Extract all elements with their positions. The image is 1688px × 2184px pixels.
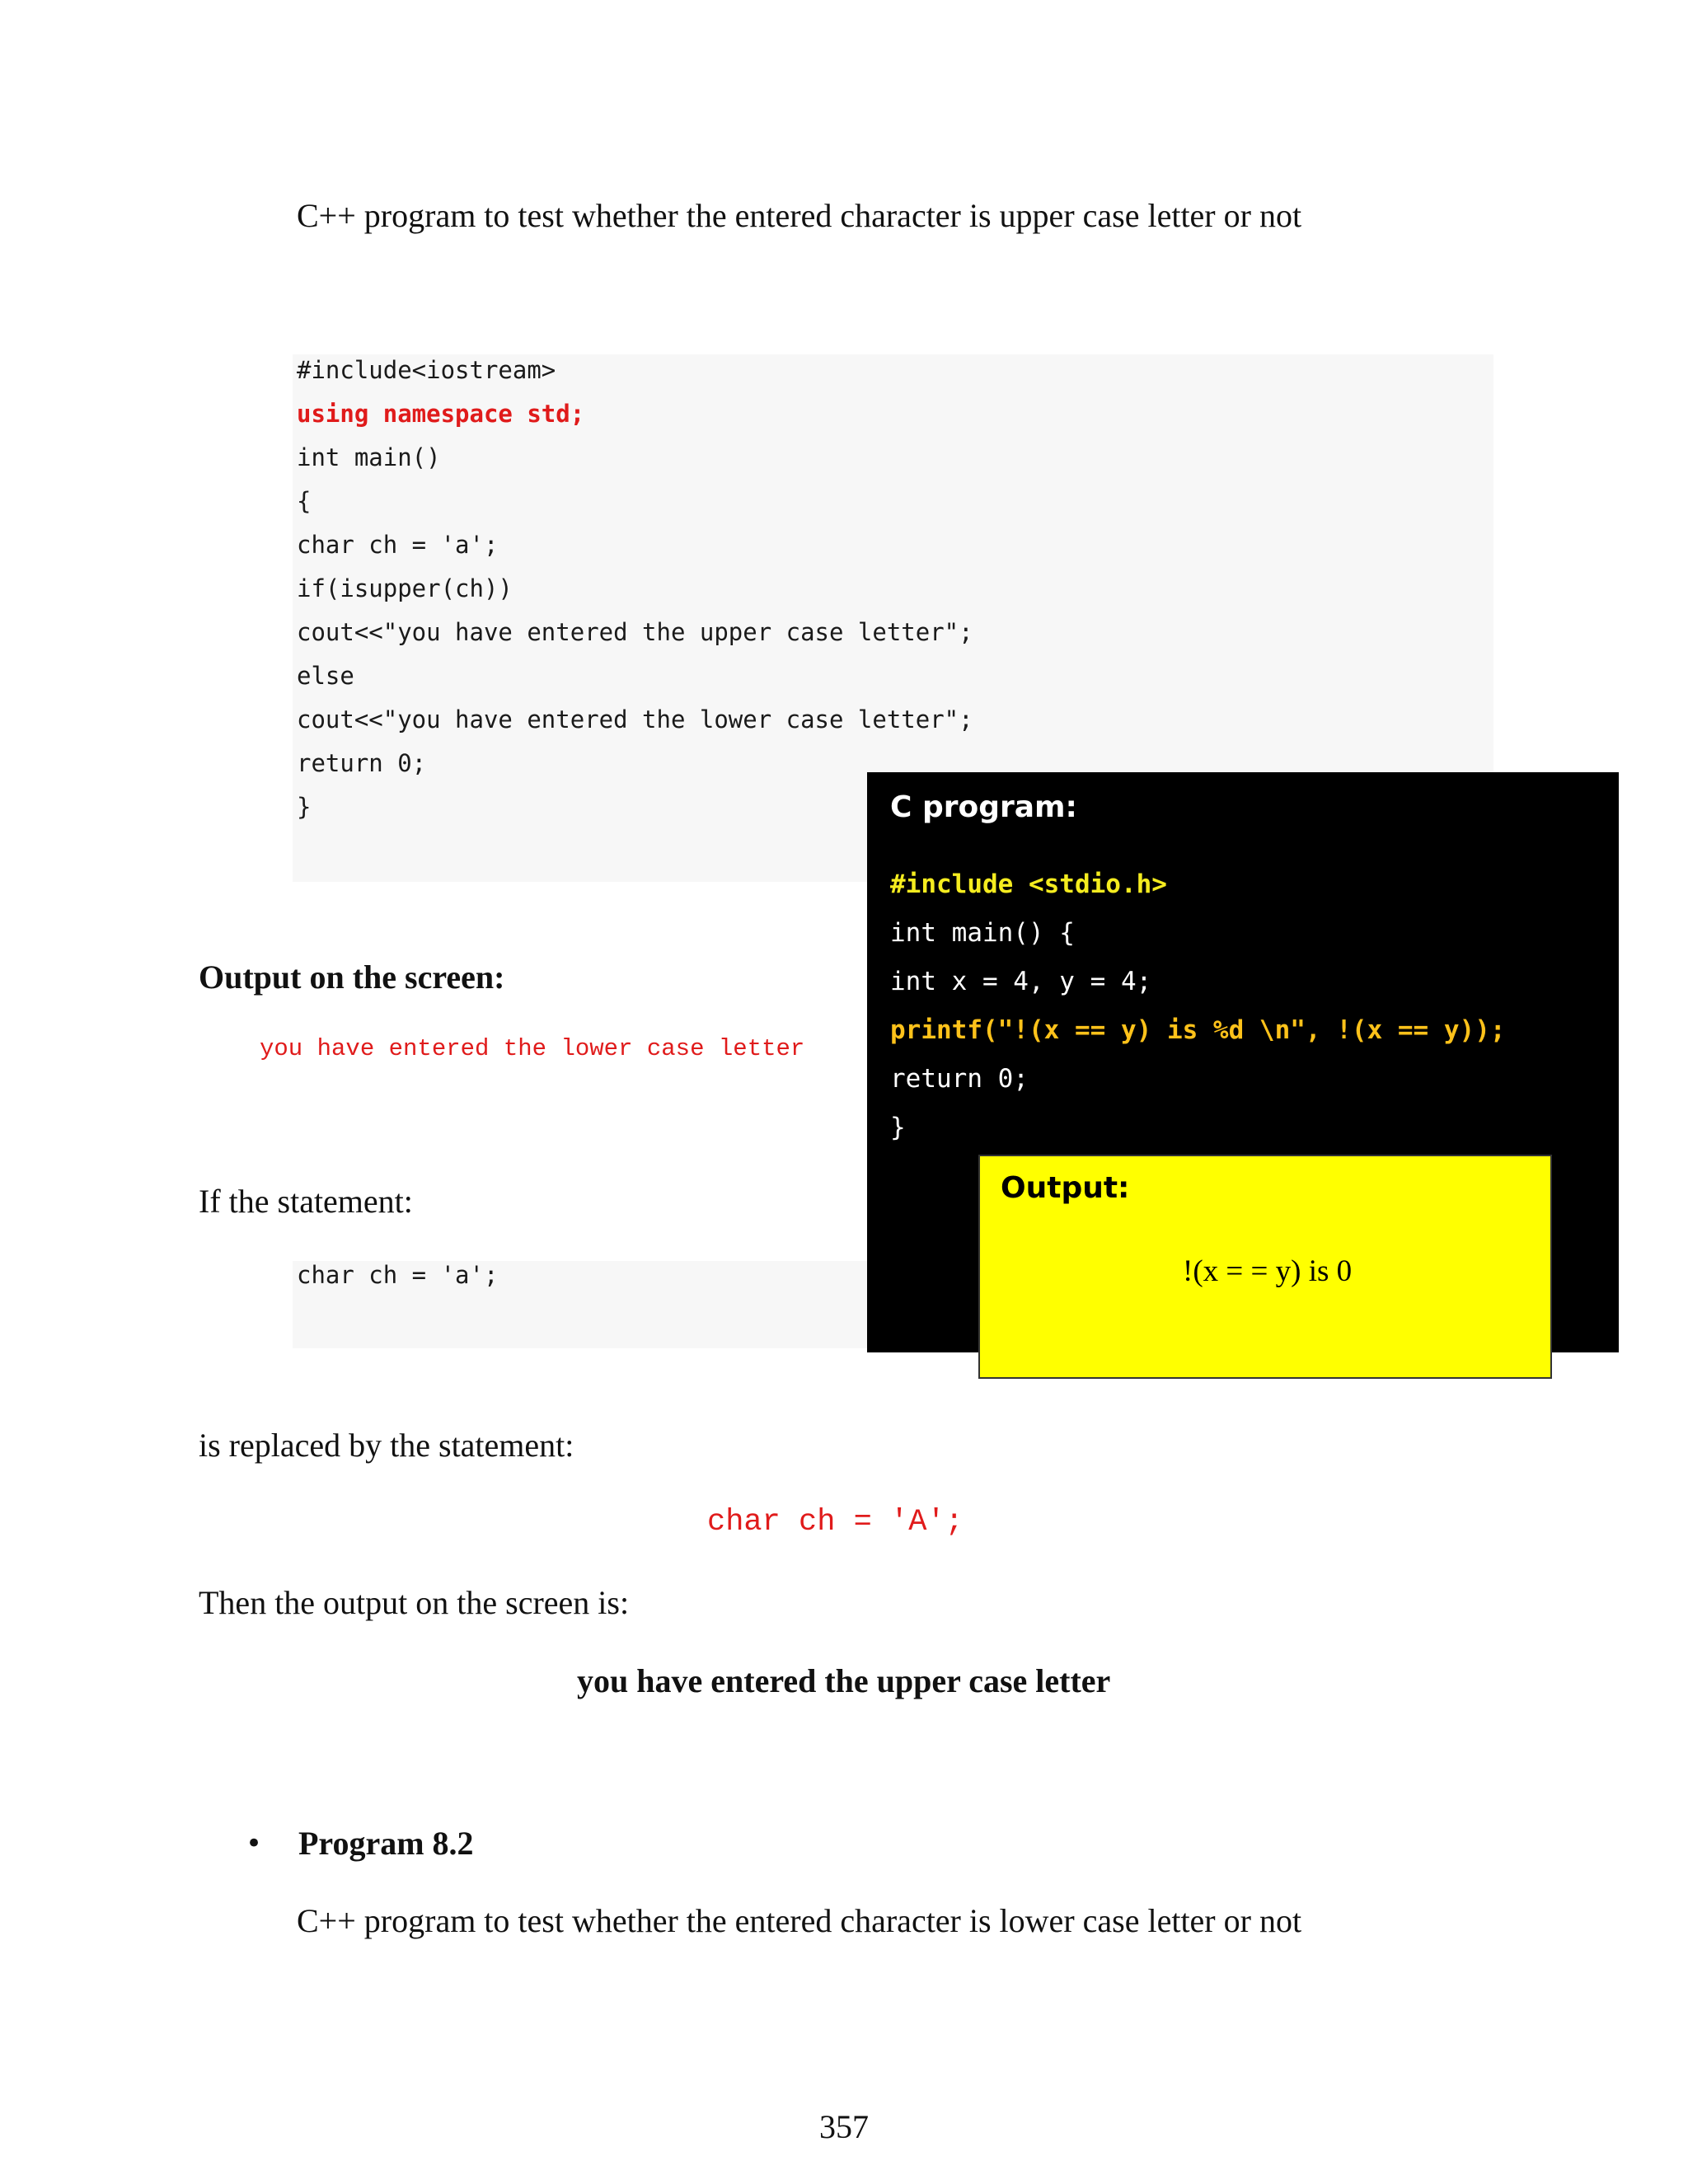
replacement-code: char ch = 'A'; <box>707 1505 964 1540</box>
c-line-return: return 0; <box>890 1064 1029 1094</box>
c-line-main: int main() { <box>890 918 1075 948</box>
code-line-return: return 0; <box>297 749 427 777</box>
program-description: C++ program to test whether the entered character is lower case letter or not <box>297 1902 1302 1939</box>
c-program-title: C program: <box>890 790 1077 824</box>
code-statement: char ch = 'a'; <box>297 1261 499 1289</box>
page-number: 357 <box>819 2108 869 2145</box>
output-box <box>978 1155 1552 1379</box>
code-line-close-brace: } <box>297 793 312 821</box>
code-line-main: int main() <box>297 443 441 471</box>
if-statement-text: If the statement: <box>199 1183 413 1220</box>
output-box-title: Output: <box>1001 1171 1130 1205</box>
output-text: you have entered the lower case letter <box>260 1035 805 1062</box>
code-line-if: if(isupper(ch)) <box>297 574 513 602</box>
code-line-else: else <box>297 662 354 690</box>
code-line-cout-upper: cout<<"you have entered the upper case letter"; <box>297 618 973 646</box>
code-line-cout-lower: cout<<"you have entered the lower case letter"; <box>297 705 973 733</box>
intro-text: C++ program to test whether the entered character is upper case letter or not <box>297 197 1302 234</box>
code-line-open-brace: { <box>297 487 312 515</box>
then-output-text: Then the output on the screen is: <box>199 1584 630 1621</box>
code-line-include: #include<iostream> <box>297 356 556 384</box>
replaced-text: is replaced by the statement: <box>199 1427 574 1464</box>
c-line-printf: printf("!(x == y) is %d \n", !(x == y)); <box>890 1015 1506 1045</box>
program-heading: Program 8.2 <box>298 1825 474 1862</box>
output-heading: Output on the screen: <box>199 958 505 996</box>
upper-output-text: you have entered the upper case letter <box>577 1662 1111 1699</box>
c-line-close-brace: } <box>890 1113 906 1142</box>
code-line-namespace: using namespace std; <box>297 400 585 428</box>
c-line-decl: int x = 4, y = 4; <box>890 967 1152 996</box>
bullet-point: • <box>246 1827 263 1860</box>
code-line-char-decl: char ch = 'a'; <box>297 531 499 559</box>
c-line-include: #include <stdio.h> <box>890 869 1167 899</box>
output-box-value: !(x = = y) is 0 <box>1183 1254 1353 1288</box>
